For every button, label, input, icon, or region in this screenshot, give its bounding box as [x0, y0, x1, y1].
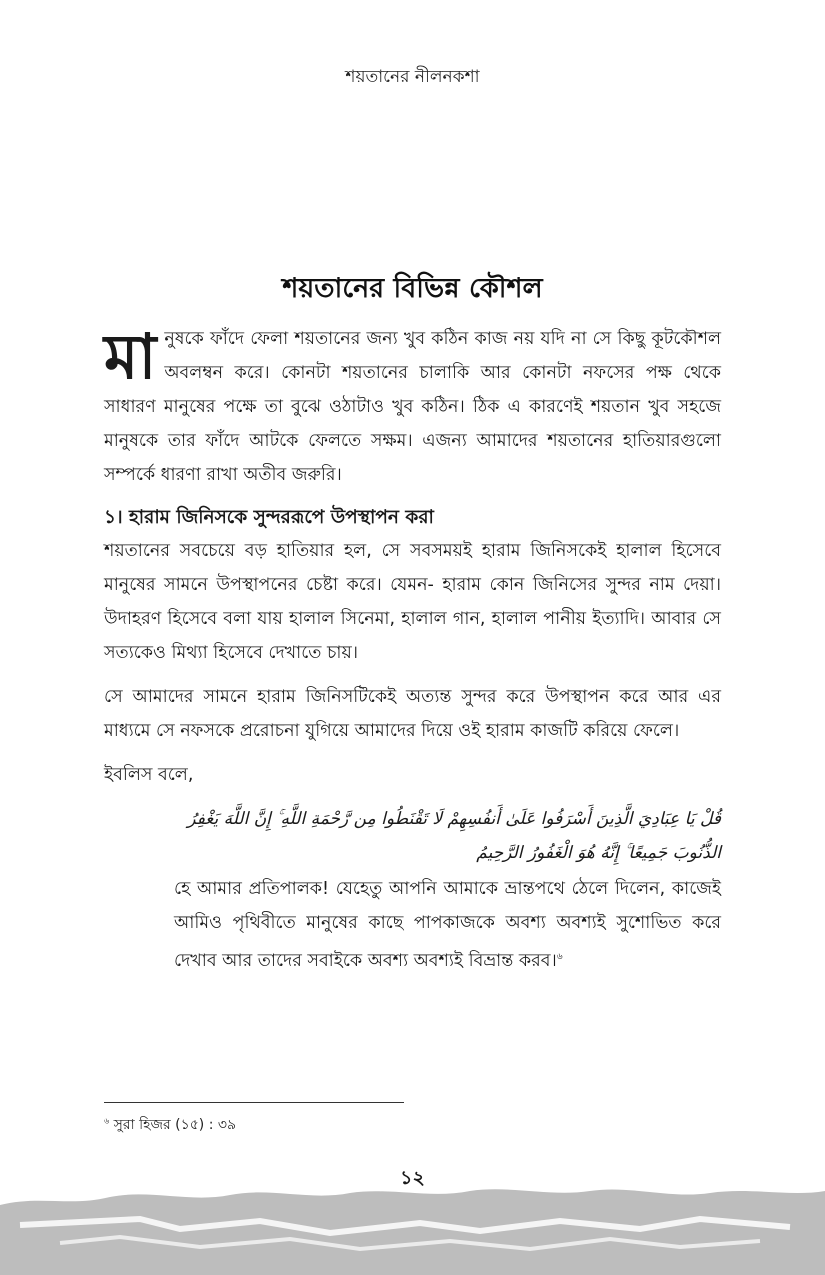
arabic-verse-line-2: الذُّنُوبَ جَمِيعًا ۚ إِنَّهُ هُوَ الْغَفُورُ الرَّحِيمُ: [476, 843, 721, 863]
quote-text: হে আমার প্রতিপালক! যেহেতু আপনি আমাকে ভ্রান্তপথে ঠেলে দিলেন, কাজেই আমিও পৃথিবীতে মানুষের কাছে পাপকাজকে অবশ্য অবশ্যই সুশোভিত করে দেখাব আর তাদের সবাইকে অবশ্য অবশ্যই বিভ্রান্ত করব।: [174, 879, 721, 971]
arabic-verse: [104, 802, 721, 870]
page-number: ১২: [400, 1167, 425, 1189]
arabic-verse-line-1: قُلْ يَا عِبَادِيَ الَّذِينَ أَسْرَفُوا عَلَىٰ أَنفُسِهِمْ لَا تَقْنَطُوا مِن رَّحْمَةِ اللَّهِ ۚ إِنَّ اللَّهَ يَغْفِرُ: [187, 809, 721, 829]
drop-cap: মা: [104, 320, 157, 393]
footnote-ref[interactable]: ৬: [556, 952, 563, 962]
intro-paragraph: [104, 322, 721, 492]
chapter-title: শয়তানের বিভিন্ন কৌশল: [282, 273, 543, 304]
section-paragraph-1: শয়তানের সবচেয়ে বড় হাতিয়ার হল, সে সবসময়ই হারাম জিনিসকেই হালাল হিসেবে মানুষের সামনে উপস্থাপনের চেষ্টা করে। যেমন- হারাম কোন জিনিসের সুন্দর নাম দেয়া। উদাহরণ হিসেবে বলা যায় হালাল সিনেমা, হালাল গান, হালাল পানীয় ইত্যাদি। আবার সে সত্যকেও মিথ্যা হিসেবে দেখাতে চায়।: [104, 541, 721, 663]
body-content: [104, 322, 721, 978]
decorative-bottom-band: [0, 1185, 825, 1275]
section-paragraph-2: সে আমাদের সামনে হারাম জিনিসটিকেই অত্যন্ত সুন্দর করে উপস্থাপন করে আর এর মাধ্যমে সে নফসকে প্ররোচনা যুগিয়ে আমাদের দিয়ে ওই হারাম কাজটি করিয়ে ফেলে।: [104, 687, 721, 741]
footnote-marker: ৬: [104, 1116, 110, 1126]
intro-text: নুষকে ফাঁদে ফেলা শয়তানের জন্য খুব কঠিন কাজ নয় যদি না সে কিছু কূটকৌশল অবলম্বন করে। কোনটা শয়তানের চালাকি আর কোনটা নফসের পক্ষ থেকে সাধারণ মানুষের পক্ষে তা বুঝে ওঠাটাও খুব কঠিন। ঠিক এ কারণেই শয়তান খুব সহজে মানুষকে তার ফাঁদে আটকে ফেলতে সক্ষম। এজন্য আমাদের শয়তানের হাতিয়ারগুলো সম্পর্কে ধারণা রাখা অতীব জরুরি।: [104, 329, 721, 485]
footnote-divider: [104, 1102, 404, 1103]
band-shape: [0, 1189, 825, 1275]
lead-in: ইবলিস বলে,: [104, 765, 194, 785]
translation-quote: [174, 872, 721, 978]
footnote: [104, 1113, 236, 1137]
footnote-text: সুরা হিজর (১৫) : ৩৯: [113, 1117, 237, 1133]
section-heading: ১। হারাম জিনিসকে সুন্দররূপে উপস্থাপন করা: [104, 507, 434, 528]
running-header: শয়তানের নীলনকশা: [345, 67, 480, 87]
